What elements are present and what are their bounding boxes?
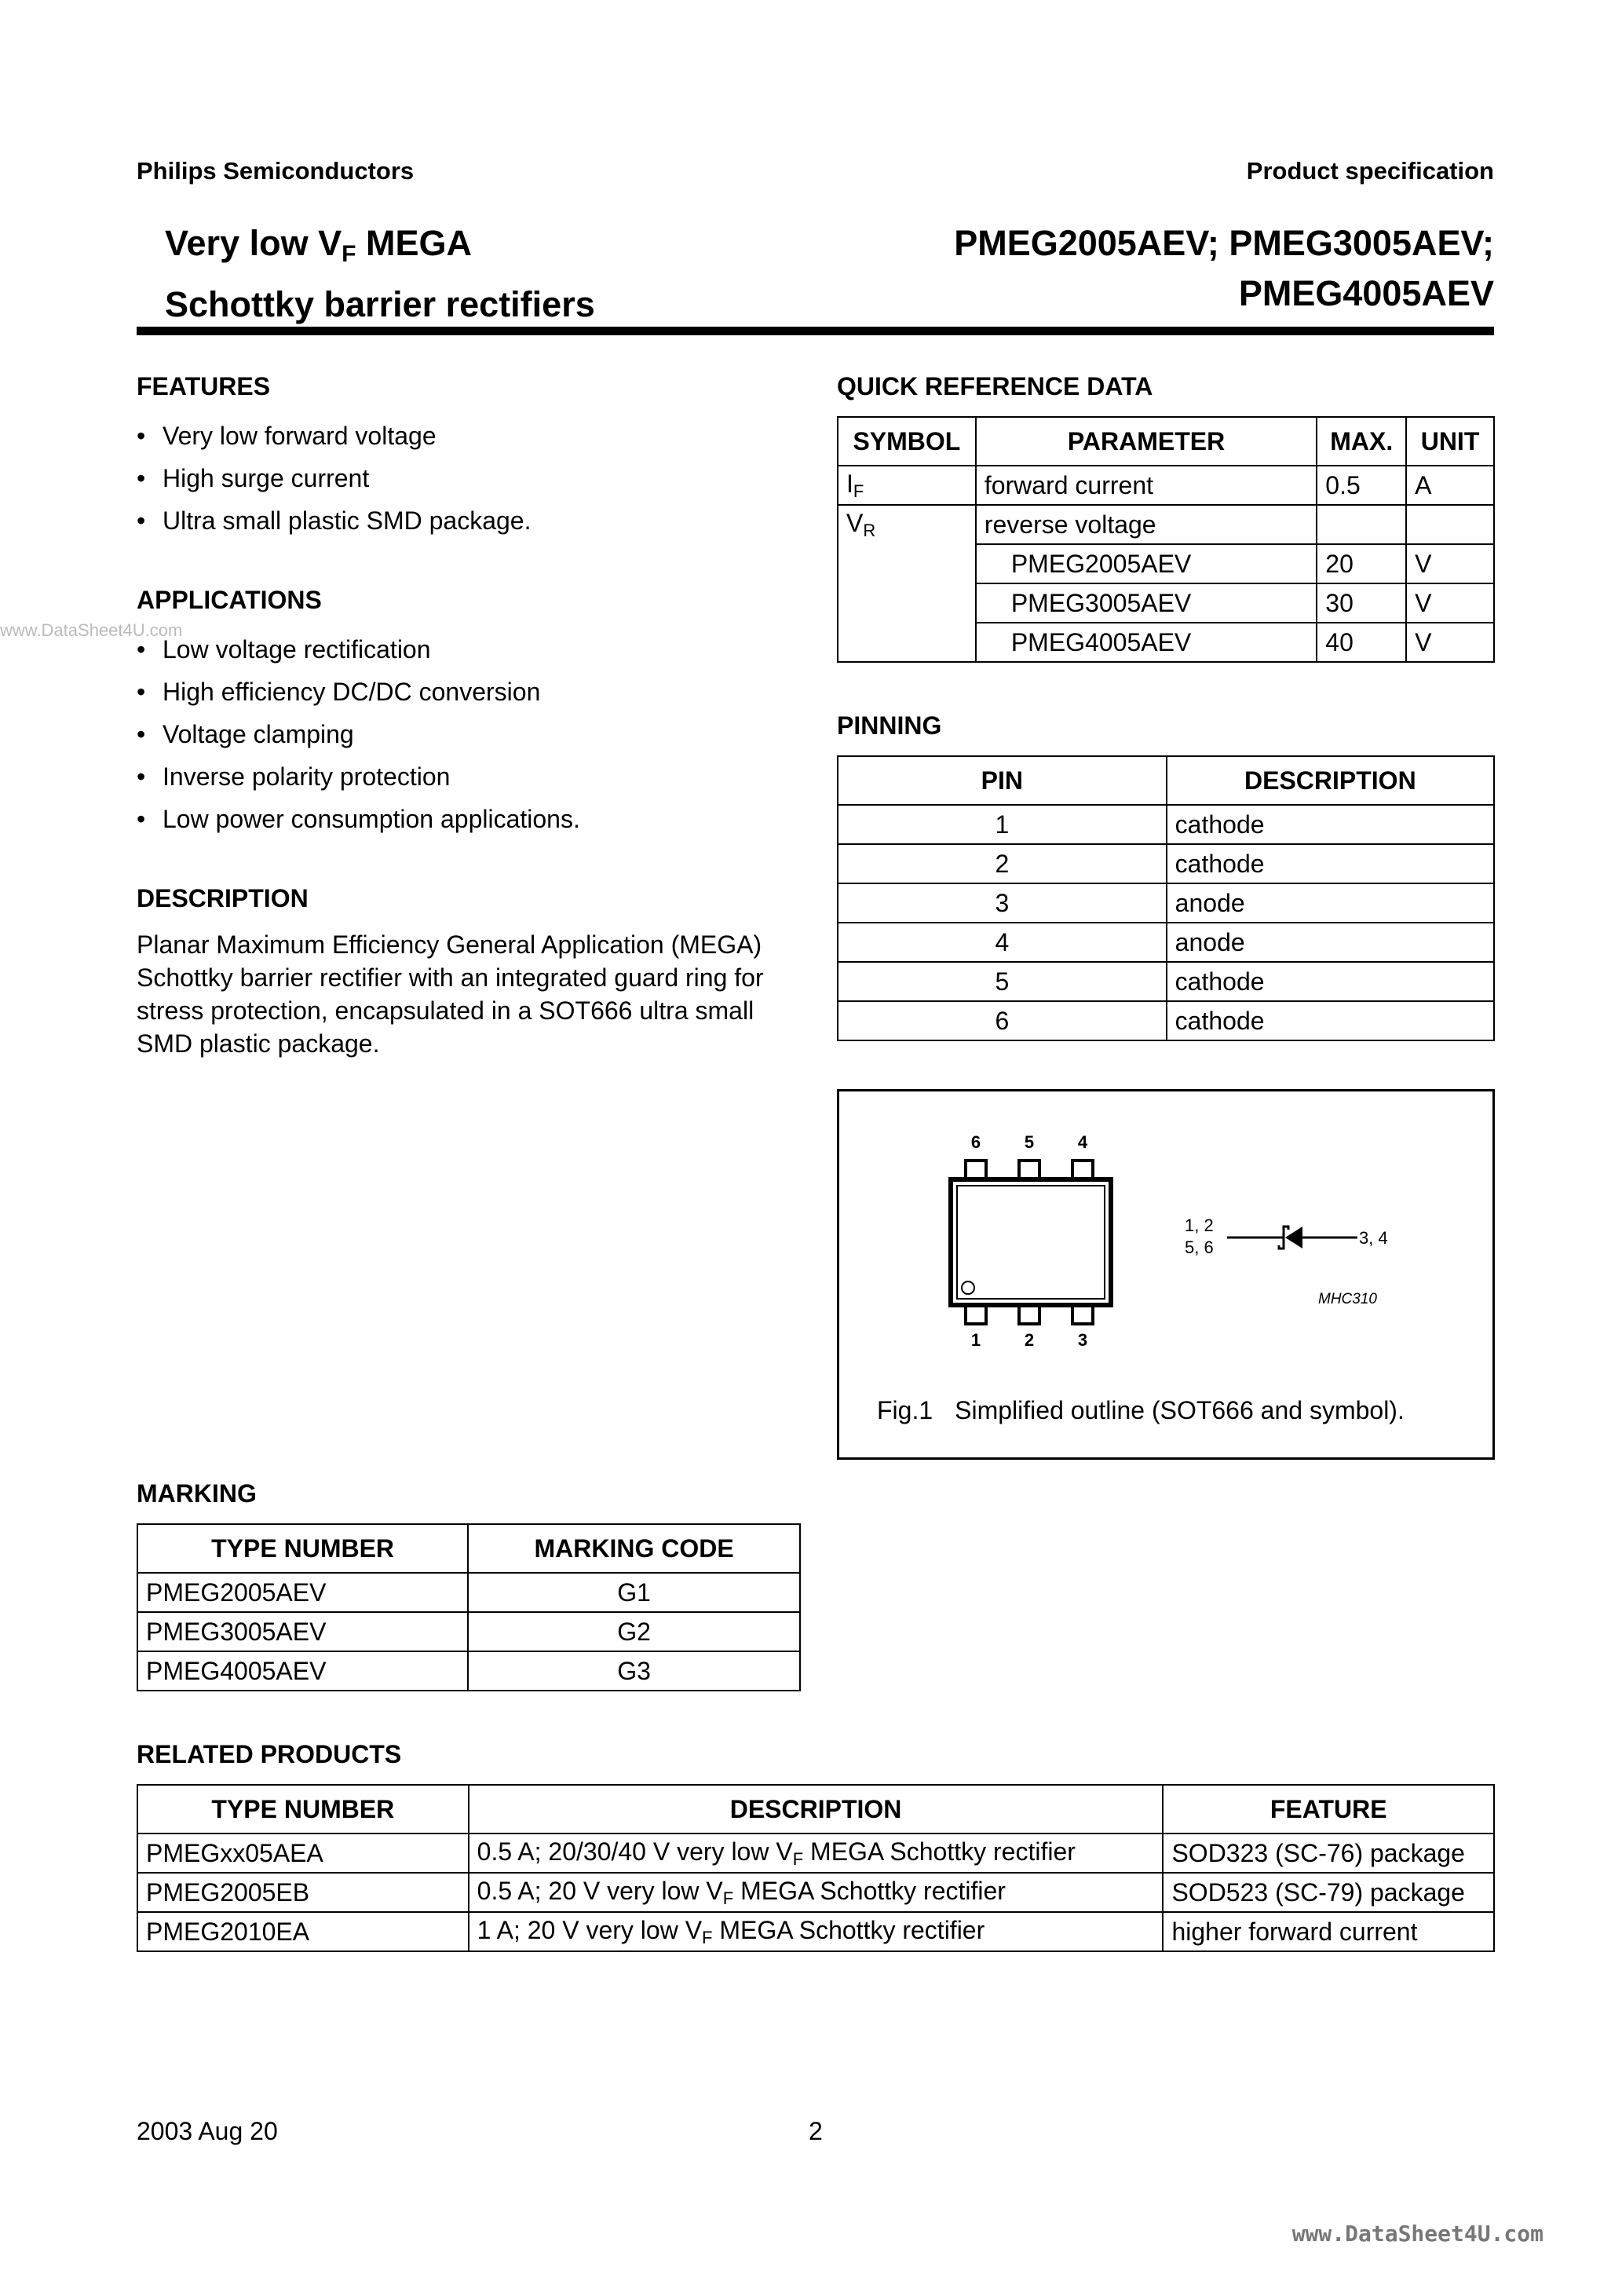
table-row: 4 anode [838, 923, 1494, 962]
quick-ref-table [837, 416, 1495, 663]
table-row: PMEG2005AEV G1 [137, 1573, 800, 1612]
list-item: • High efficiency DC/DC conversion [137, 671, 780, 713]
list-item: • Ultra small plastic SMD package. [137, 499, 780, 542]
table-row: 1 cathode [838, 805, 1494, 844]
list-item: • Very low forward voltage [137, 415, 780, 457]
col-header: TYPE NUMBER [137, 1524, 468, 1573]
table-row: PMEG4005AEV G3 [137, 1651, 800, 1691]
col-header: SYMBOL [838, 417, 976, 466]
list-item: • Voltage clamping [137, 713, 780, 755]
table-row: 5 cathode [838, 962, 1494, 1001]
col-header: MAX. [1317, 417, 1406, 466]
features-heading: FEATURES [137, 372, 271, 400]
list-item: • Low power consumption applications. [137, 798, 780, 840]
related-table [137, 1784, 1495, 1952]
footer-date: 2003 Aug 20 [137, 2117, 278, 2145]
table-row: PMEG2005AEV 20 V [838, 544, 1494, 583]
table-row: 2 cathode [838, 844, 1494, 883]
pin-label: 5 [1024, 1132, 1035, 1152]
table-row: $V_R$ reverse voltage [838, 505, 1494, 544]
col-header: FEATURE [1163, 1785, 1494, 1834]
col-header: TYPE NUMBER [137, 1785, 469, 1834]
pinning-table [837, 755, 1495, 1041]
table-row: 6 cathode [838, 1001, 1494, 1040]
table-row: PMEG2010EA 1 A; 20 V very low $V_F$ MEGA Schottky rectifier higher forward current [137, 1912, 1494, 1951]
pin-label: 3 [1077, 1330, 1088, 1350]
table-row: PMEG2005EB 0.5 A; 20 V very low $V_F$ MEGA Schottky rectifier SOD523 (SC-79) package [137, 1873, 1494, 1912]
pin-label: 2 [1024, 1330, 1035, 1350]
marking-table [137, 1523, 801, 1691]
watermark-bottom: www.DataSheet4U.com [1291, 2221, 1543, 2247]
table-row: PMEG3005AEV 30 V [838, 583, 1494, 623]
applications-list [137, 628, 780, 840]
col-header: DESCRIPTION [469, 1785, 1164, 1834]
package-inner [957, 1186, 1105, 1299]
pin-label: 6 [970, 1132, 981, 1152]
header-rule [137, 327, 1494, 335]
table-row: PMEG3005AEV G2 [137, 1612, 800, 1651]
col-header: DESCRIPTION [1167, 756, 1494, 805]
related-heading: RELATED PRODUCTS [137, 1740, 402, 1768]
pinning-heading: PINNING [837, 711, 942, 740]
pin-3-pad [1072, 1305, 1093, 1324]
page-number: 2 [809, 2117, 823, 2145]
marking-heading: MARKING [137, 1479, 257, 1508]
figure-box [837, 1089, 1495, 1460]
pin-5-pad [1019, 1161, 1039, 1179]
watermark-left: www.DataSheet4U.com [0, 620, 183, 640]
pin-2-pad [1019, 1305, 1039, 1324]
col-header: PIN [838, 756, 1167, 805]
figure-caption: Fig.1 Simplified outline (SOT666 and symbol). [877, 1396, 1405, 1424]
description-text: Planar Maximum Efficiency General Application (MEGA) Schottky barrier rectifier with an integrated guard ring for stress protection, encapsulated in a SOT666 ultra small SMD plastic package. [137, 930, 764, 1058]
part-numbers: PMEG2005AEV; PMEG3005AEV; PMEG4005AEV [954, 223, 1494, 313]
col-header: UNIT [1406, 417, 1494, 466]
pin-label: 1 [970, 1330, 981, 1350]
table-row: $I_F$ forward current 0.5 A [838, 466, 1494, 505]
doc-type: Product specification [1246, 157, 1494, 185]
list-item: • High surge current [137, 457, 780, 499]
quick-ref-heading: QUICK REFERENCE DATA [837, 372, 1153, 400]
pin-6-pad [966, 1161, 986, 1179]
diode-triangle-icon [1285, 1227, 1302, 1249]
pin-4-pad [1072, 1161, 1093, 1179]
table-row: 3 anode [838, 883, 1494, 923]
list-item: • Low voltage rectification [137, 628, 780, 671]
table-row: PMEGxx05AEA 0.5 A; 20/30/40 V very low $V_F$ MEGA Schottky rectifier SOD323 (SC-76) package [137, 1834, 1494, 1873]
list-item: • Inverse polarity protection [137, 755, 780, 798]
col-header: MARKING CODE [468, 1524, 800, 1573]
applications-heading: APPLICATIONS [137, 586, 322, 614]
company-name: Philips Semiconductors [137, 157, 415, 185]
symbol-label-left: 1, 2 [1185, 1216, 1214, 1235]
pin1-marker [962, 1281, 974, 1294]
features-list [137, 415, 780, 542]
table-row: PMEG4005AEV 40 V [838, 623, 1494, 662]
page-title: Very low $V_F$ MEGA Schottky barrier rectifiers [165, 223, 595, 324]
symbol-label-left: 5, 6 [1185, 1238, 1214, 1257]
pin-label: 4 [1077, 1132, 1088, 1152]
figure-code: MHC310 [1318, 1291, 1377, 1307]
pin-1-pad [966, 1305, 986, 1324]
description-heading: DESCRIPTION [137, 884, 309, 912]
symbol-label-right: 3, 4 [1359, 1228, 1388, 1248]
col-header: PARAMETER [976, 417, 1317, 466]
